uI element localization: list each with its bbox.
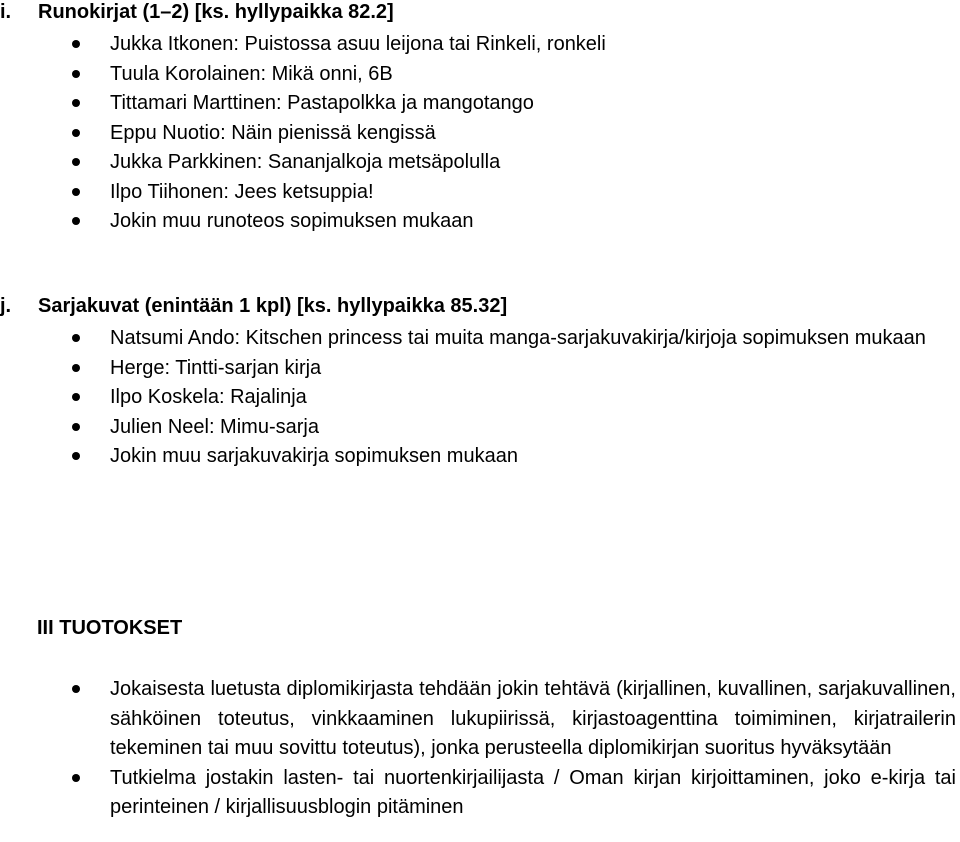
bullet-icon <box>72 774 80 782</box>
list-item-text: Tittamari Marttinen: Pastapolkka ja mangotango <box>110 92 534 114</box>
list-item <box>0 60 960 90</box>
bullet-icon <box>72 334 80 342</box>
bullet-icon <box>72 70 80 78</box>
section-i-title: Runokirjat (1–2) [ks. hyllypaikka 82.2] <box>38 1 394 23</box>
section-iii-list <box>0 675 960 823</box>
list-item-text: Julien Neel: Mimu-sarja <box>110 415 319 438</box>
list-item-text: Tutkielma jostakin lasten- tai nuortenkirjailijasta / Oman kirjan kirjoittaminen, joko e-kirja tai perinteinen / kirjallisuusblogin pitäminen <box>110 766 956 818</box>
section-j-list <box>0 324 960 472</box>
list-item <box>0 764 956 823</box>
bullet-icon <box>72 40 80 48</box>
bullet-icon <box>72 217 80 225</box>
bullet-icon <box>72 99 80 107</box>
list-item <box>0 675 956 764</box>
bullet-icon <box>72 129 80 137</box>
bullet-icon <box>72 158 80 166</box>
list-item <box>0 148 960 178</box>
list-item-text: Ilpo Tiihonen: Jees ketsuppia! <box>110 180 374 203</box>
list-item-text: Herge: Tintti-sarjan kirja <box>110 356 322 379</box>
list-item-text: Eppu Nuotio: Näin pienissä kengissä <box>110 121 436 144</box>
bullet-icon <box>72 685 80 693</box>
bullet-icon <box>72 452 80 460</box>
list-item-text: Jukka Itkonen: Puistossa asuu leijona tai Rinkeli, ronkeli <box>110 33 606 55</box>
section-j-title: Sarjakuvat (enintään 1 kpl) [ks. hyllypaikka 85.32] <box>38 295 508 317</box>
section-i-heading <box>0 0 394 24</box>
list-item-text: Tuula Korolainen: Mikä onni, 6B <box>110 62 393 85</box>
list-item <box>0 413 960 443</box>
list-item <box>0 354 960 384</box>
list-item <box>0 442 960 472</box>
list-item-text: Jukka Parkkinen: Sananjalkoja metsäpolulla <box>110 151 501 173</box>
list-item-text: Jokaisesta luetusta diplomikirjasta tehdään jokin tehtävä (kirjallinen, kuvallinen, sarjakuvallinen, sähköinen toteutus, vinkkaaminen lukupiirissä, kirjastoagenttina toimiminen, kirjatrailerin tekeminen tai muu sovittu toteutus), jonka perusteella diplomikirjan suoritus hyväksytään <box>110 678 956 759</box>
list-item-text: Ilpo Koskela: Rajalinja <box>110 386 307 408</box>
section-j-heading <box>0 294 507 318</box>
section-i-list <box>0 30 960 237</box>
list-item <box>0 178 960 208</box>
list-item <box>0 30 960 60</box>
list-item-text: Jokin muu sarjakuvakirja sopimuksen mukaan <box>110 445 518 467</box>
section-iii-title: III TUOTOKSET <box>37 617 183 639</box>
list-item <box>0 324 956 354</box>
section-j-marker: j. <box>0 295 12 317</box>
list-item-text: Jokin muu runoteos sopimuksen mukaan <box>110 210 474 232</box>
list-item <box>0 383 960 413</box>
list-item <box>0 207 960 237</box>
bullet-icon <box>72 364 80 372</box>
list-item-text: Natsumi Ando: Kitschen princess tai muita manga-sarjakuvakirja/kirjoja sopimuksen mukaan <box>110 327 926 349</box>
section-i-marker: i. <box>0 1 12 23</box>
bullet-icon <box>72 423 80 431</box>
bullet-icon <box>72 188 80 196</box>
bullet-icon <box>72 393 80 401</box>
list-item <box>0 89 960 119</box>
list-item <box>0 119 960 149</box>
